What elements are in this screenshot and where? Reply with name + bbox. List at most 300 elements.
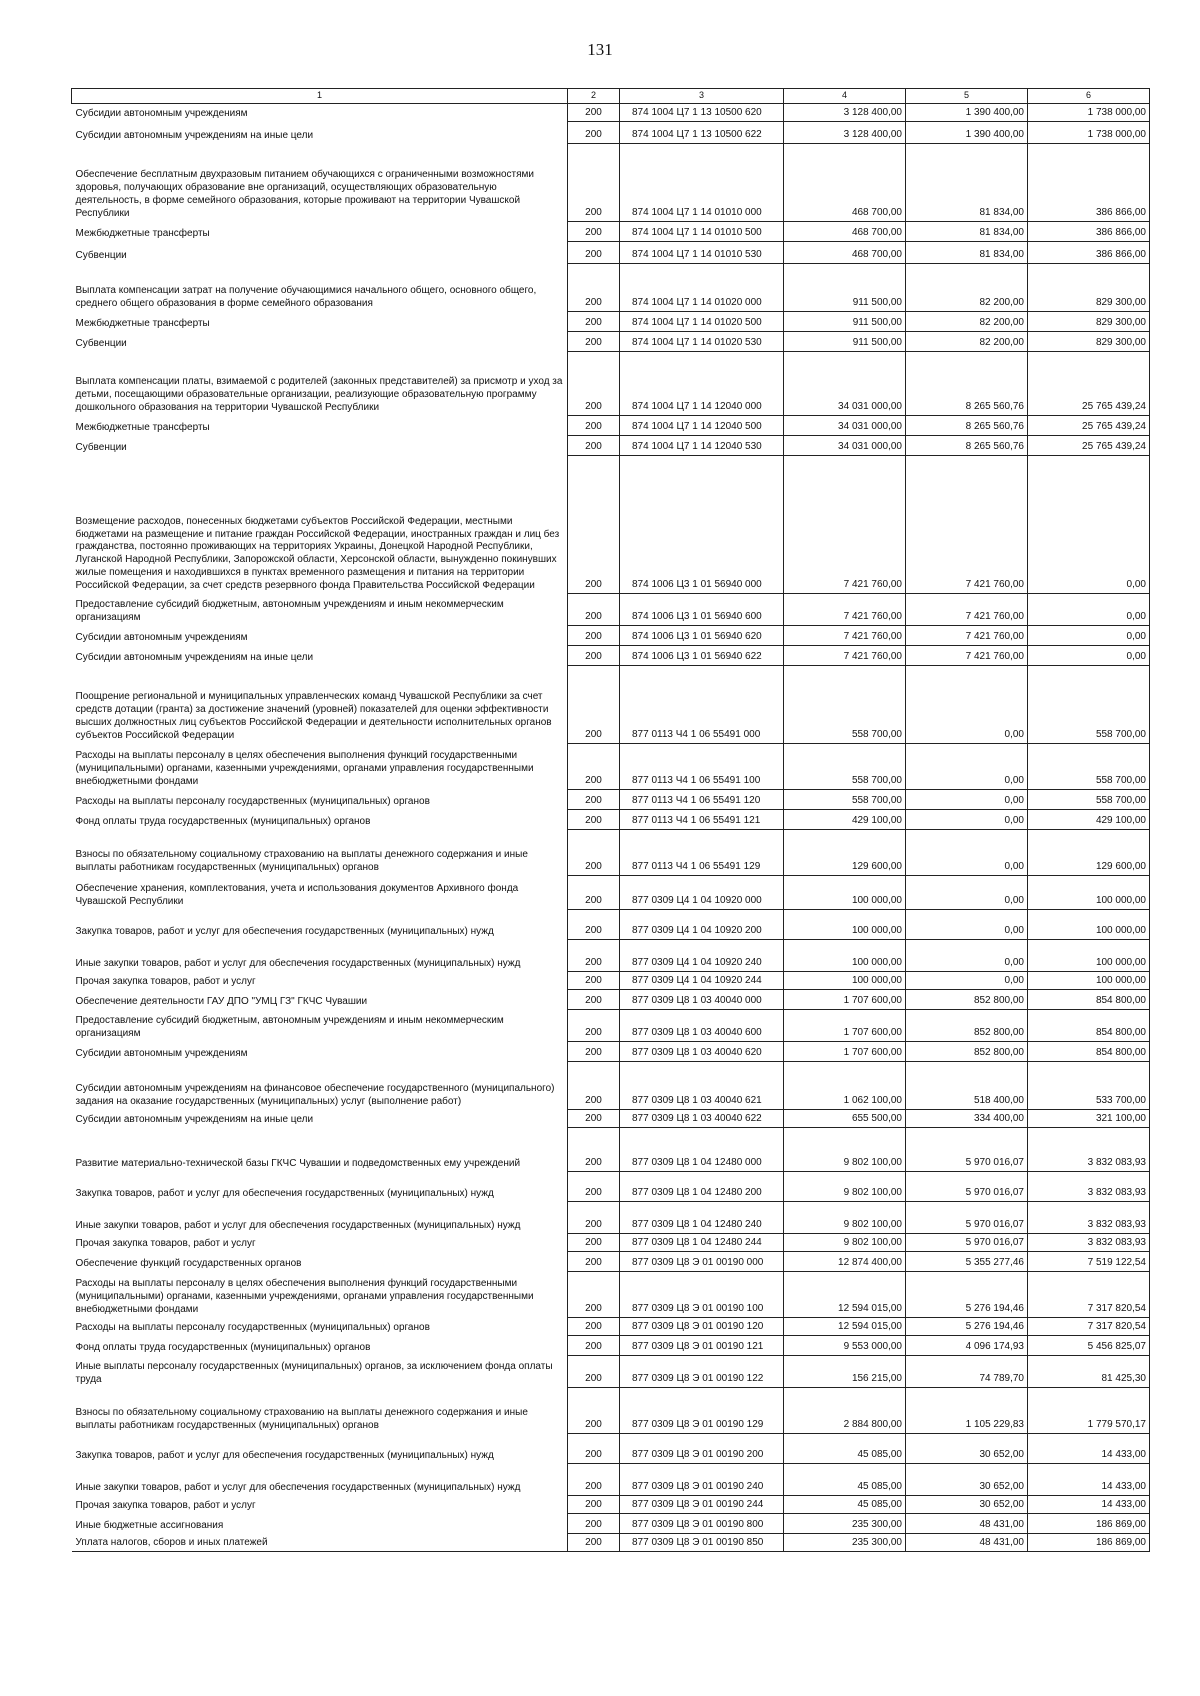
row-remaining-amount: 558 700,00	[1028, 744, 1150, 790]
row-description: Субвенции	[72, 242, 568, 264]
row-indicator-code: 200	[568, 1356, 620, 1388]
row-remaining-amount: 3 832 083,93	[1028, 1202, 1150, 1234]
row-approved-amount: 911 500,00	[784, 332, 906, 352]
row-indicator-code: 200	[568, 666, 620, 744]
row-remaining-amount: 829 300,00	[1028, 264, 1150, 312]
row-remaining-amount: 7 317 820,54	[1028, 1272, 1150, 1318]
row-executed-amount: 5 970 016,07	[906, 1202, 1028, 1234]
row-executed-amount: 48 431,00	[906, 1514, 1028, 1534]
row-indicator-code: 200	[568, 646, 620, 666]
row-indicator-code: 200	[568, 626, 620, 646]
row-executed-amount: 5 276 194,46	[906, 1318, 1028, 1336]
row-executed-amount: 0,00	[906, 810, 1028, 830]
row-executed-amount: 852 800,00	[906, 990, 1028, 1010]
row-approved-amount: 7 421 760,00	[784, 646, 906, 666]
row-remaining-amount: 100 000,00	[1028, 910, 1150, 940]
row-remaining-amount: 321 100,00	[1028, 1110, 1150, 1128]
row-executed-amount: 0,00	[906, 876, 1028, 910]
row-executed-amount: 5 970 016,07	[906, 1128, 1028, 1172]
row-executed-amount: 82 200,00	[906, 264, 1028, 312]
row-budget-classification-code: 877 0309 Ц8 Э 01 00190 240	[620, 1464, 784, 1496]
row-executed-amount: 30 652,00	[906, 1464, 1028, 1496]
table-row	[72, 436, 1150, 456]
row-approved-amount: 655 500,00	[784, 1110, 906, 1128]
row-budget-classification-code: 874 1004 Ц7 1 14 01010 530	[620, 242, 784, 264]
row-indicator-code: 200	[568, 1128, 620, 1172]
row-indicator-code: 200	[568, 1110, 620, 1128]
row-description: Поощрение региональной и муниципальных управленческих команд Чувашской Республики за счет средств дотации (гранта) за достижение значений (уровней) показателей для оценки эффективности высших должностных лиц субъектов Российской Федерации и деятельности исполнительных органов субъектов Российской Федерации	[72, 666, 568, 744]
row-approved-amount: 45 085,00	[784, 1496, 906, 1514]
row-executed-amount: 1 390 400,00	[906, 104, 1028, 122]
row-indicator-code: 200	[568, 1496, 620, 1514]
row-approved-amount: 9 802 100,00	[784, 1172, 906, 1202]
row-executed-amount: 81 834,00	[906, 144, 1028, 222]
row-description: Субсидии автономным учреждениям	[72, 104, 568, 122]
row-remaining-amount: 14 433,00	[1028, 1464, 1150, 1496]
row-executed-amount: 4 096 174,93	[906, 1336, 1028, 1356]
table-row	[72, 1514, 1150, 1534]
table-row	[72, 332, 1150, 352]
row-approved-amount: 468 700,00	[784, 222, 906, 242]
row-budget-classification-code: 874 1004 Ц7 1 14 12040 000	[620, 352, 784, 416]
row-approved-amount: 45 085,00	[784, 1464, 906, 1496]
row-description: Прочая закупка товаров, работ и услуг	[72, 1234, 568, 1252]
table-row	[72, 1336, 1150, 1356]
table-row	[72, 594, 1150, 626]
row-remaining-amount: 829 300,00	[1028, 312, 1150, 332]
row-budget-classification-code: 877 0113 Ч4 1 06 55491 100	[620, 744, 784, 790]
row-description: Субвенции	[72, 436, 568, 456]
row-description: Закупка товаров, работ и услуг для обеспечения государственных (муниципальных) нужд	[72, 1172, 568, 1202]
row-approved-amount: 2 884 800,00	[784, 1388, 906, 1434]
row-budget-classification-code: 877 0309 Ц8 1 04 12480 244	[620, 1234, 784, 1252]
row-remaining-amount: 81 425,30	[1028, 1356, 1150, 1388]
table-row	[72, 242, 1150, 264]
row-remaining-amount: 1 738 000,00	[1028, 104, 1150, 122]
table-row	[72, 144, 1150, 222]
row-budget-classification-code: 877 0113 Ч4 1 06 55491 129	[620, 830, 784, 876]
row-approved-amount: 3 128 400,00	[784, 104, 906, 122]
row-executed-amount: 0,00	[906, 790, 1028, 810]
row-budget-classification-code: 877 0309 Ц8 1 04 12480 200	[620, 1172, 784, 1202]
column-header-6: 6	[1028, 89, 1150, 104]
row-budget-classification-code: 874 1004 Ц7 1 14 01020 530	[620, 332, 784, 352]
row-indicator-code: 200	[568, 910, 620, 940]
row-indicator-code: 200	[568, 1534, 620, 1552]
table-row	[72, 1388, 1150, 1434]
row-approved-amount: 9 802 100,00	[784, 1128, 906, 1172]
row-remaining-amount: 386 866,00	[1028, 242, 1150, 264]
row-description: Расходы на выплаты персоналу государственных (муниципальных) органов	[72, 790, 568, 810]
row-approved-amount: 7 421 760,00	[784, 626, 906, 646]
row-executed-amount: 30 652,00	[906, 1434, 1028, 1464]
row-remaining-amount: 0,00	[1028, 456, 1150, 594]
row-description: Субсидии автономным учреждениям на иные цели	[72, 646, 568, 666]
row-budget-classification-code: 874 1006 Ц3 1 01 56940 600	[620, 594, 784, 626]
row-description: Субсидии автономным учреждениям на иные цели	[72, 122, 568, 144]
row-indicator-code: 200	[568, 352, 620, 416]
row-approved-amount: 558 700,00	[784, 666, 906, 744]
row-description: Фонд оплаты труда государственных (муниципальных) органов	[72, 1336, 568, 1356]
row-description: Возмещение расходов, понесенных бюджетами субъектов Российской Федерации, местными бюджетами на размещение и питание граждан Российской Федерации, иностранных граждан и лиц без гражданства, постоянно проживающих на территориях Украины, Донецкой Народной Республики, Луганской Народной Республики, Запорожской области, Херсонской области, вынужденно покинувших жилые помещения и находившихся в пунктах временного размещения и питания на территории Российской Федерации, за счет средств резервного фонда Правительства Российской Федерации	[72, 456, 568, 594]
row-budget-classification-code: 874 1004 Ц7 1 13 10500 620	[620, 104, 784, 122]
row-budget-classification-code: 874 1004 Ц7 1 14 01020 000	[620, 264, 784, 312]
table-row	[72, 1010, 1150, 1042]
row-budget-classification-code: 877 0309 Ц8 Э 01 00190 100	[620, 1272, 784, 1318]
row-approved-amount: 1 707 600,00	[784, 1010, 906, 1042]
row-remaining-amount: 558 700,00	[1028, 666, 1150, 744]
row-remaining-amount: 0,00	[1028, 626, 1150, 646]
row-budget-classification-code: 877 0309 Ц8 Э 01 00190 244	[620, 1496, 784, 1514]
row-description: Закупка товаров, работ и услуг для обеспечения государственных (муниципальных) нужд	[72, 910, 568, 940]
table-row	[72, 312, 1150, 332]
table-row	[72, 222, 1150, 242]
row-approved-amount: 156 215,00	[784, 1356, 906, 1388]
row-description: Субсидии автономным учреждениям на финансовое обеспечение государственного (муниципального) задания на оказание государственных (муниципальных) услуг (выполнение работ)	[72, 1062, 568, 1110]
row-description: Субсидии автономным учреждениям	[72, 1042, 568, 1062]
row-approved-amount: 9 553 000,00	[784, 1336, 906, 1356]
row-budget-classification-code: 877 0309 Ц8 1 04 12480 240	[620, 1202, 784, 1234]
table-row	[72, 1172, 1150, 1202]
table-row	[72, 352, 1150, 416]
table-row	[72, 104, 1150, 122]
row-budget-classification-code: 877 0309 Ц4 1 04 10920 200	[620, 910, 784, 940]
row-remaining-amount: 25 765 439,24	[1028, 416, 1150, 436]
row-indicator-code: 200	[568, 242, 620, 264]
row-description: Расходы на выплаты персоналу государственных (муниципальных) органов	[72, 1318, 568, 1336]
row-remaining-amount: 25 765 439,24	[1028, 436, 1150, 456]
row-description: Обеспечение деятельности ГАУ ДПО "УМЦ ГЗ" ГКЧС Чувашии	[72, 990, 568, 1010]
row-approved-amount: 558 700,00	[784, 744, 906, 790]
row-indicator-code: 200	[568, 222, 620, 242]
row-budget-classification-code: 877 0113 Ч4 1 06 55491 000	[620, 666, 784, 744]
row-indicator-code: 200	[568, 1234, 620, 1252]
row-indicator-code: 200	[568, 830, 620, 876]
row-approved-amount: 129 600,00	[784, 830, 906, 876]
row-indicator-code: 200	[568, 1318, 620, 1336]
table-row	[72, 940, 1150, 972]
row-executed-amount: 48 431,00	[906, 1534, 1028, 1552]
row-indicator-code: 200	[568, 416, 620, 436]
table-row	[72, 1356, 1150, 1388]
table-row	[72, 972, 1150, 990]
row-approved-amount: 911 500,00	[784, 312, 906, 332]
row-approved-amount: 7 421 760,00	[784, 456, 906, 594]
row-indicator-code: 200	[568, 436, 620, 456]
row-approved-amount: 100 000,00	[784, 940, 906, 972]
row-description: Фонд оплаты труда государственных (муниципальных) органов	[72, 810, 568, 830]
row-approved-amount: 9 802 100,00	[784, 1202, 906, 1234]
row-indicator-code: 200	[568, 264, 620, 312]
row-executed-amount: 5 970 016,07	[906, 1234, 1028, 1252]
table-row	[72, 744, 1150, 790]
row-remaining-amount: 386 866,00	[1028, 222, 1150, 242]
row-remaining-amount: 100 000,00	[1028, 876, 1150, 910]
row-approved-amount: 12 594 015,00	[784, 1318, 906, 1336]
row-approved-amount: 7 421 760,00	[784, 594, 906, 626]
row-indicator-code: 200	[568, 1434, 620, 1464]
table-row	[72, 1434, 1150, 1464]
row-budget-classification-code: 877 0309 Ц4 1 04 10920 240	[620, 940, 784, 972]
row-indicator-code: 200	[568, 1252, 620, 1272]
table-row	[72, 990, 1150, 1010]
row-approved-amount: 100 000,00	[784, 910, 906, 940]
row-approved-amount: 1 707 600,00	[784, 990, 906, 1010]
row-approved-amount: 235 300,00	[784, 1514, 906, 1534]
row-remaining-amount: 186 869,00	[1028, 1534, 1150, 1552]
row-indicator-code: 200	[568, 144, 620, 222]
column-header-5: 5	[906, 89, 1028, 104]
row-description: Развитие материально-технической базы ГКЧС Чувашии и подведомственных ему учреждений	[72, 1128, 568, 1172]
row-budget-classification-code: 877 0309 Ц4 1 04 10920 000	[620, 876, 784, 910]
row-budget-classification-code: 874 1006 Ц3 1 01 56940 622	[620, 646, 784, 666]
table-row	[72, 666, 1150, 744]
row-description: Обеспечение функций государственных органов	[72, 1252, 568, 1272]
row-executed-amount: 5 970 016,07	[906, 1172, 1028, 1202]
row-remaining-amount: 3 832 083,93	[1028, 1234, 1150, 1252]
row-remaining-amount: 186 869,00	[1028, 1514, 1150, 1534]
row-budget-classification-code: 874 1006 Ц3 1 01 56940 620	[620, 626, 784, 646]
row-executed-amount: 852 800,00	[906, 1042, 1028, 1062]
row-remaining-amount: 100 000,00	[1028, 940, 1150, 972]
row-remaining-amount: 533 700,00	[1028, 1062, 1150, 1110]
row-budget-classification-code: 877 0309 Ц8 Э 01 00190 122	[620, 1356, 784, 1388]
row-description: Субвенции	[72, 332, 568, 352]
row-indicator-code: 200	[568, 332, 620, 352]
page-number: 131	[587, 40, 613, 59]
row-executed-amount: 0,00	[906, 940, 1028, 972]
row-indicator-code: 200	[568, 1010, 620, 1042]
row-budget-classification-code: 877 0309 Ц8 1 03 40040 620	[620, 1042, 784, 1062]
row-description: Субсидии автономным учреждениям	[72, 626, 568, 646]
row-remaining-amount: 3 832 083,93	[1028, 1128, 1150, 1172]
row-indicator-code: 200	[568, 104, 620, 122]
row-budget-classification-code: 874 1004 Ц7 1 13 10500 622	[620, 122, 784, 144]
row-budget-classification-code: 877 0113 Ч4 1 06 55491 121	[620, 810, 784, 830]
row-budget-classification-code: 877 0309 Ц8 Э 01 00190 120	[620, 1318, 784, 1336]
row-executed-amount: 81 834,00	[906, 222, 1028, 242]
row-executed-amount: 8 265 560,76	[906, 436, 1028, 456]
row-budget-classification-code: 877 0309 Ц8 1 03 40040 622	[620, 1110, 784, 1128]
row-description: Взносы по обязательному социальному страхованию на выплаты денежного содержания и иные выплаты работникам государственных (муниципальных) органов	[72, 830, 568, 876]
row-approved-amount: 45 085,00	[784, 1434, 906, 1464]
row-budget-classification-code: 874 1004 Ц7 1 14 01010 000	[620, 144, 784, 222]
row-remaining-amount: 129 600,00	[1028, 830, 1150, 876]
table-row	[72, 264, 1150, 312]
row-executed-amount: 8 265 560,76	[906, 416, 1028, 436]
row-executed-amount: 82 200,00	[906, 332, 1028, 352]
table-row	[72, 626, 1150, 646]
column-header-4: 4	[784, 89, 906, 104]
row-description: Закупка товаров, работ и услуг для обеспечения государственных (муниципальных) нужд	[72, 1434, 568, 1464]
row-approved-amount: 468 700,00	[784, 144, 906, 222]
row-remaining-amount: 1 738 000,00	[1028, 122, 1150, 144]
table-row	[72, 1534, 1150, 1552]
row-description: Межбюджетные трансферты	[72, 222, 568, 242]
table-row	[72, 1272, 1150, 1318]
table-row	[72, 456, 1150, 594]
row-indicator-code: 200	[568, 456, 620, 594]
row-executed-amount: 0,00	[906, 972, 1028, 990]
row-description: Расходы на выплаты персоналу в целях обеспечения выполнения функций государственными (муниципальными) органами, казенными учреждениями, органами управления государственными внебюджетными фондами	[72, 1272, 568, 1318]
table-row	[72, 910, 1150, 940]
row-remaining-amount: 14 433,00	[1028, 1496, 1150, 1514]
row-executed-amount: 7 421 760,00	[906, 456, 1028, 594]
row-remaining-amount: 25 765 439,24	[1028, 352, 1150, 416]
row-remaining-amount: 829 300,00	[1028, 332, 1150, 352]
row-remaining-amount: 854 800,00	[1028, 990, 1150, 1010]
table-row	[72, 1110, 1150, 1128]
row-indicator-code: 200	[568, 1202, 620, 1234]
column-number-header-row	[72, 89, 1150, 104]
row-remaining-amount: 0,00	[1028, 594, 1150, 626]
column-header-1: 1	[72, 89, 568, 104]
table-row	[72, 1042, 1150, 1062]
row-remaining-amount: 7 519 122,54	[1028, 1252, 1150, 1272]
row-budget-classification-code: 877 0309 Ц8 1 04 12480 000	[620, 1128, 784, 1172]
row-approved-amount: 34 031 000,00	[784, 436, 906, 456]
row-budget-classification-code: 874 1004 Ц7 1 14 12040 500	[620, 416, 784, 436]
row-executed-amount: 0,00	[906, 744, 1028, 790]
row-budget-classification-code: 877 0309 Ц8 Э 01 00190 800	[620, 1514, 784, 1534]
row-indicator-code: 200	[568, 1042, 620, 1062]
row-budget-classification-code: 877 0309 Ц8 1 03 40040 600	[620, 1010, 784, 1042]
row-executed-amount: 0,00	[906, 666, 1028, 744]
row-indicator-code: 200	[568, 940, 620, 972]
row-approved-amount: 34 031 000,00	[784, 352, 906, 416]
row-approved-amount: 468 700,00	[784, 242, 906, 264]
table-row	[72, 830, 1150, 876]
row-indicator-code: 200	[568, 744, 620, 790]
row-description: Прочая закупка товаров, работ и услуг	[72, 972, 568, 990]
row-indicator-code: 200	[568, 876, 620, 910]
row-executed-amount: 7 421 760,00	[906, 626, 1028, 646]
row-budget-classification-code: 877 0113 Ч4 1 06 55491 120	[620, 790, 784, 810]
row-remaining-amount: 429 100,00	[1028, 810, 1150, 830]
column-header-3: 3	[620, 89, 784, 104]
table-row	[72, 646, 1150, 666]
row-indicator-code: 200	[568, 312, 620, 332]
row-remaining-amount: 0,00	[1028, 646, 1150, 666]
row-indicator-code: 200	[568, 990, 620, 1010]
table-row	[72, 1464, 1150, 1496]
row-description: Расходы на выплаты персоналу в целях обеспечения выполнения функций государственными (муниципальными) органами, казенными учреждениями, органами управления государственными внебюджетными фондами	[72, 744, 568, 790]
row-description: Предоставление субсидий бюджетным, автономным учреждениям и иным некоммерческим организациям	[72, 594, 568, 626]
row-indicator-code: 200	[568, 1062, 620, 1110]
row-remaining-amount: 7 317 820,54	[1028, 1318, 1150, 1336]
row-description: Выплата компенсации платы, взимаемой с родителей (законных представителей) за присмотр и уход за детьми, посещающими образовательные организации, реализующие образовательную программу дошкольного образования на территории Чувашской Республики	[72, 352, 568, 416]
row-approved-amount: 235 300,00	[784, 1534, 906, 1552]
row-description: Предоставление субсидий бюджетным, автономным учреждениям и иным некоммерческим организациям	[72, 1010, 568, 1042]
row-description: Иные закупки товаров, работ и услуг для обеспечения государственных (муниципальных) нужд	[72, 1202, 568, 1234]
row-approved-amount: 12 594 015,00	[784, 1272, 906, 1318]
row-approved-amount: 100 000,00	[784, 972, 906, 990]
row-indicator-code: 200	[568, 594, 620, 626]
table-row	[72, 1128, 1150, 1172]
row-description: Обеспечение бесплатным двухразовым питанием обучающихся с ограниченными возможностями здоровья, получающих образование вне организаций, осуществляющих образовательную деятельность, в форме семейного образования, которые проживают на территории Чувашской Республики	[72, 144, 568, 222]
row-executed-amount: 5 355 277,46	[906, 1252, 1028, 1272]
row-approved-amount: 9 802 100,00	[784, 1234, 906, 1252]
row-executed-amount: 0,00	[906, 830, 1028, 876]
row-executed-amount: 334 400,00	[906, 1110, 1028, 1128]
row-description: Иные закупки товаров, работ и услуг для обеспечения государственных (муниципальных) нужд	[72, 940, 568, 972]
row-executed-amount: 852 800,00	[906, 1010, 1028, 1042]
row-budget-classification-code: 877 0309 Ц8 Э 01 00190 000	[620, 1252, 784, 1272]
row-remaining-amount: 14 433,00	[1028, 1434, 1150, 1464]
row-remaining-amount: 854 800,00	[1028, 1010, 1150, 1042]
row-executed-amount: 8 265 560,76	[906, 352, 1028, 416]
table-row	[72, 1496, 1150, 1514]
row-remaining-amount: 558 700,00	[1028, 790, 1150, 810]
table-row	[72, 1202, 1150, 1234]
table-row	[72, 876, 1150, 910]
row-budget-classification-code: 877 0309 Ц8 1 03 40040 000	[620, 990, 784, 1010]
row-approved-amount: 429 100,00	[784, 810, 906, 830]
table-row	[72, 790, 1150, 810]
row-budget-classification-code: 874 1004 Ц7 1 14 01020 500	[620, 312, 784, 332]
row-executed-amount: 74 789,70	[906, 1356, 1028, 1388]
row-remaining-amount: 854 800,00	[1028, 1042, 1150, 1062]
row-indicator-code: 200	[568, 1514, 620, 1534]
table-row	[72, 1062, 1150, 1110]
row-budget-classification-code: 877 0309 Ц8 Э 01 00190 200	[620, 1434, 784, 1464]
row-executed-amount: 5 276 194,46	[906, 1272, 1028, 1318]
row-approved-amount: 3 128 400,00	[784, 122, 906, 144]
table-row	[72, 1252, 1150, 1272]
row-indicator-code: 200	[568, 1336, 620, 1356]
row-indicator-code: 200	[568, 1464, 620, 1496]
row-executed-amount: 82 200,00	[906, 312, 1028, 332]
row-approved-amount: 558 700,00	[784, 790, 906, 810]
column-header-2: 2	[568, 89, 620, 104]
table-body	[72, 104, 1150, 1552]
row-budget-classification-code: 877 0309 Ц8 1 03 40040 621	[620, 1062, 784, 1110]
row-approved-amount: 1 707 600,00	[784, 1042, 906, 1062]
row-executed-amount: 7 421 760,00	[906, 646, 1028, 666]
row-budget-classification-code: 874 1004 Ц7 1 14 01010 500	[620, 222, 784, 242]
row-executed-amount: 81 834,00	[906, 242, 1028, 264]
row-description: Иные бюджетные ассигнования	[72, 1514, 568, 1534]
row-description: Обеспечение хранения, комплектования, учета и использования документов Архивного фонда Чувашской Республики	[72, 876, 568, 910]
row-approved-amount: 12 874 400,00	[784, 1252, 906, 1272]
row-budget-classification-code: 874 1004 Ц7 1 14 12040 530	[620, 436, 784, 456]
row-approved-amount: 34 031 000,00	[784, 416, 906, 436]
row-executed-amount: 1 390 400,00	[906, 122, 1028, 144]
row-description: Прочая закупка товаров, работ и услуг	[72, 1496, 568, 1514]
row-executed-amount: 1 105 229,83	[906, 1388, 1028, 1434]
row-budget-classification-code: 877 0309 Ц4 1 04 10920 244	[620, 972, 784, 990]
row-description: Иные выплаты персоналу государственных (муниципальных) органов, за исключением фонда оплаты труда	[72, 1356, 568, 1388]
table-row	[72, 1318, 1150, 1336]
row-executed-amount: 7 421 760,00	[906, 594, 1028, 626]
row-executed-amount: 30 652,00	[906, 1496, 1028, 1514]
row-remaining-amount: 3 832 083,93	[1028, 1172, 1150, 1202]
row-budget-classification-code: 874 1006 Ц3 1 01 56940 000	[620, 456, 784, 594]
row-description: Межбюджетные трансферты	[72, 312, 568, 332]
row-remaining-amount: 5 456 825,07	[1028, 1336, 1150, 1356]
row-approved-amount: 1 062 100,00	[784, 1062, 906, 1110]
row-description: Уплата налогов, сборов и иных платежей	[72, 1534, 568, 1552]
table-row	[72, 416, 1150, 436]
row-indicator-code: 200	[568, 1388, 620, 1434]
row-indicator-code: 200	[568, 790, 620, 810]
row-description: Межбюджетные трансферты	[72, 416, 568, 436]
row-budget-classification-code: 877 0309 Ц8 Э 01 00190 129	[620, 1388, 784, 1434]
row-approved-amount: 911 500,00	[784, 264, 906, 312]
row-budget-classification-code: 877 0309 Ц8 Э 01 00190 121	[620, 1336, 784, 1356]
row-executed-amount: 0,00	[906, 910, 1028, 940]
row-description: Субсидии автономным учреждениям на иные цели	[72, 1110, 568, 1128]
